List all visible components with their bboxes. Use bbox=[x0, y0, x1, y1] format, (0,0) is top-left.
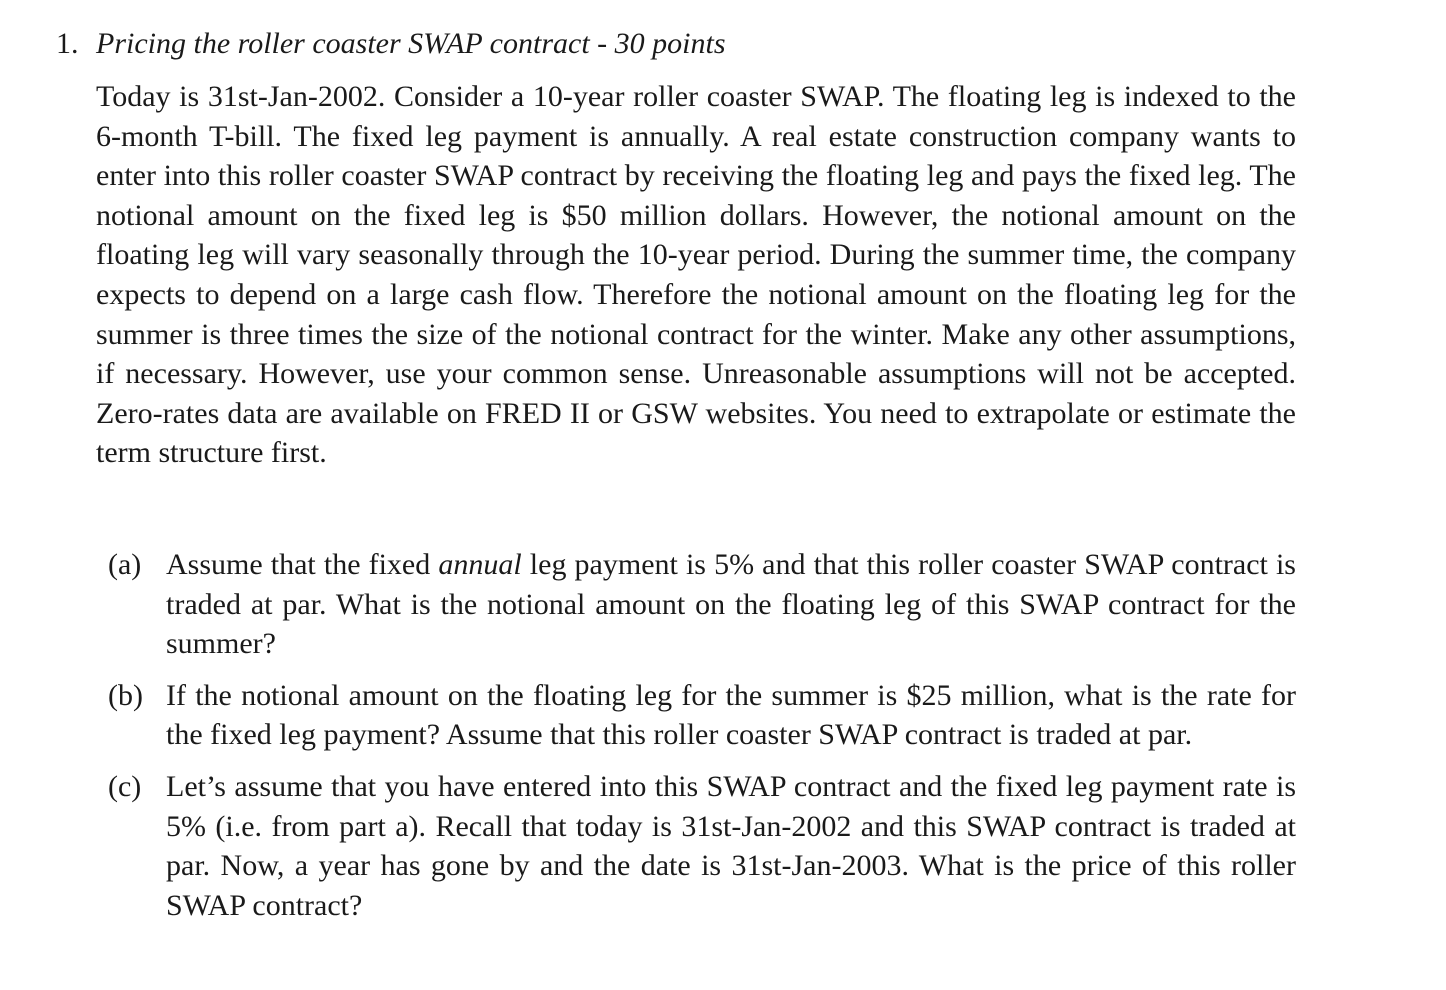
part-a bbox=[96, 545, 1296, 664]
problem-parts bbox=[96, 545, 1296, 925]
part-a-text-after: leg payment is 5% and that this roller coaster SWAP contract is traded at par. What is the notional amount on the floating leg of this SWAP contract for the summer? bbox=[166, 548, 1296, 661]
part-label: (c) bbox=[108, 769, 142, 803]
problem-number: 1. bbox=[56, 27, 79, 60]
part-label: (b) bbox=[108, 678, 143, 712]
part-c-text: Let’s assume that you have entered into this SWAP contract and the fixed leg payment rate is 5% (i.e. from part a). Recall that today is 31st-Jan-2002 and this SWAP contract is traded at par. Now, a year has gone by and the date is 31st-Jan-2003. What is the price of this roller SWAP contract? bbox=[166, 769, 1296, 922]
part-a-emphasis: annual bbox=[438, 548, 522, 581]
problem-heading bbox=[56, 24, 726, 64]
part-a-text-before: Assume that the fixed bbox=[166, 548, 439, 581]
problem-intro: Today is 31st-Jan-2002. Consider a 10-year roller coaster SWAP. The floating leg is indexed to the 6-month T-bill. The fixed leg payment is annually. A real estate construction company wants to enter into this roller coaster SWAP contract by receiving the floating leg and pays the fixed leg. The notional amount on the fixed leg is $50 million dollars. However, the notional amount on the floating leg will vary seasonally through the 10-year period. During the summer time, the company expects to depend on a large cash flow. Therefore the notional amount on the floating leg for the summer is three times the size of the notional contract for the winter. Make any other assumptions, if necessary. However, use your common sense. Unreasonable assumptions will not be accepted. Zero-rates data are available on FRED II or GSW websites. You need to extrapolate or estimate the term structure first. bbox=[96, 80, 1296, 470]
part-b-text: If the notional amount on the floating leg for the summer is $25 million, what is the rate for the fixed leg payment? Assume that this roller coaster SWAP contract is traded at par. bbox=[166, 678, 1296, 752]
part-c bbox=[96, 767, 1296, 925]
part-b bbox=[96, 676, 1296, 755]
problem-title: Pricing the roller coaster SWAP contract - 30 points bbox=[96, 27, 726, 60]
part-label: (a) bbox=[108, 548, 142, 581]
